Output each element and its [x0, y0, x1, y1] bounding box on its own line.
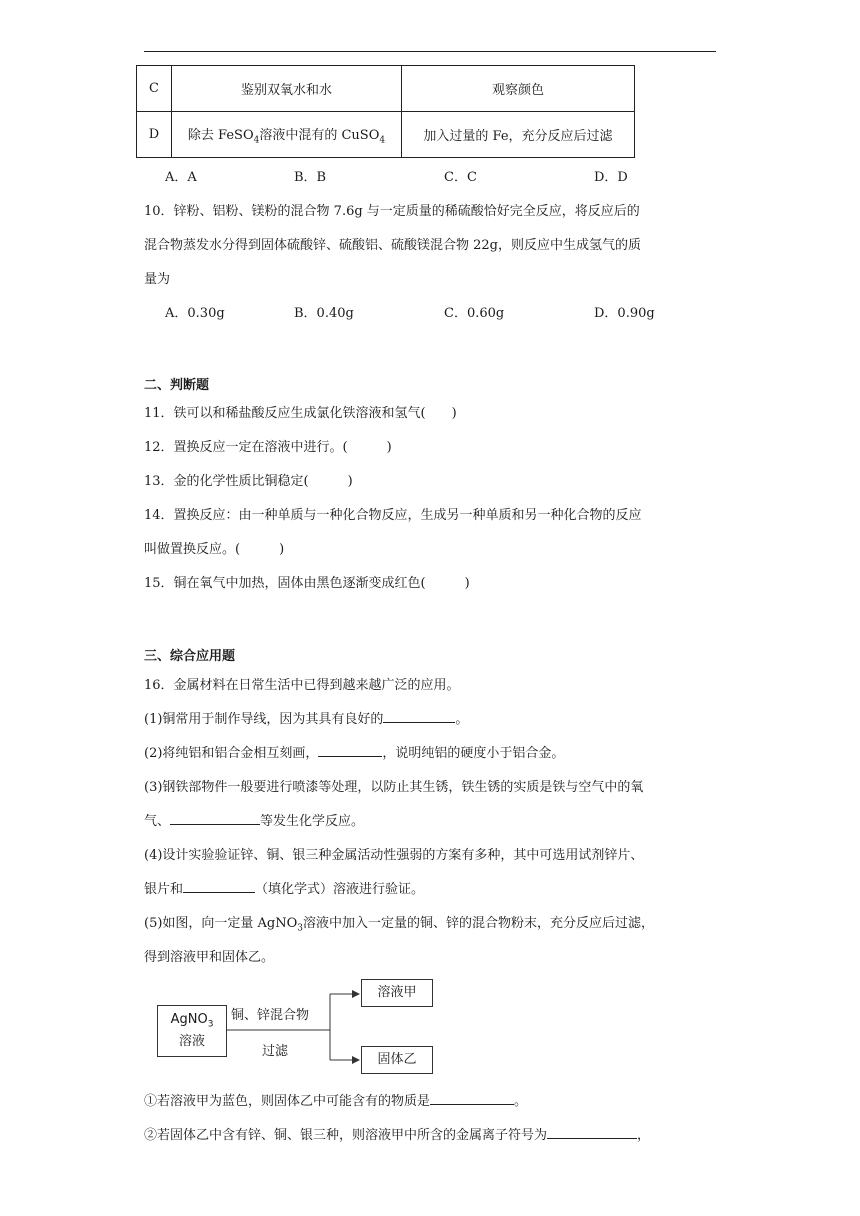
- table-row: [137, 66, 635, 112]
- q16-part-3-line-1: (3)钢铁部物件一般要进行喷漆等处理，以防止其生锈，铁生锈的实质是铁与空气中的氧: [144, 780, 644, 795]
- q16-part-3-line-2: 气、 等发生化学反应。: [144, 814, 365, 829]
- agno3-solution-box: AgNO$_3$ 溶液: [157, 1005, 227, 1057]
- section-3-title: 三、综合应用题: [144, 649, 236, 664]
- q16-stem: 16．金属材料在日常生活中已得到越来越广泛的应用。: [144, 678, 460, 693]
- q16-part-2: (2)将纯铝和铝合金相互刻画， ，说明纯铝的硬度小于铝合金。: [144, 746, 565, 761]
- q10-line-2: 混合物蒸发水分得到固体硫酸锌、硫酸铝、硫酸镁混合物 22g，则反应中生成氢气的质: [144, 238, 641, 253]
- q14-line-2: 叫做置换反应。( ): [144, 542, 285, 557]
- q9-choice-d: D．D: [594, 170, 628, 185]
- answer-blank[interactable]: [318, 744, 382, 757]
- answer-blank[interactable]: [430, 1092, 514, 1105]
- q14-line-1: 14．置换反应：由一种单质与一种化合物反应，生成另一种单质和另一种化合物的反应: [144, 508, 642, 523]
- solid-b-box: 固体乙: [361, 1046, 433, 1074]
- q10-line-3: 量为: [144, 272, 171, 287]
- q10-choice-c: C．0.60g: [444, 306, 505, 321]
- header-rule: [144, 51, 716, 52]
- q10-choice-b: B．0.40g: [294, 306, 354, 321]
- row-method: 加入过量的 Fe，充分反应后过滤: [402, 112, 635, 158]
- q16-part-4-line-1: (4)设计实验验证锌、铜、银三种金属活动性强弱的方案有多种，其中可选用试剂锌片、: [144, 848, 644, 863]
- q9-choice-c: C．C: [444, 170, 477, 185]
- q16-part-5-line-1: (5)如图，向一定量 AgNO$_3$溶液中加入一定量的铜、锌的混合物粉末，充分反应后过滤，: [144, 916, 655, 934]
- answer-blank[interactable]: [170, 812, 260, 825]
- row-method: 观察颜色: [402, 66, 635, 112]
- q16-sub-2: ②若固体乙中含有锌、铜、银三种，则溶液甲中所含的金属离子符号为 ，: [144, 1128, 651, 1143]
- q13: 13．金的化学性质比铜稳定( ): [144, 474, 353, 489]
- q15: 15．铜在氧气中加热，固体由黑色逐渐变成红色( ): [144, 576, 470, 591]
- section-2-title: 二、判断题: [144, 378, 210, 393]
- q11: 11．铁可以和稀盐酸反应生成氯化铁溶液和氢气( ): [144, 406, 457, 421]
- q10-choice-d: D．0.90g: [594, 306, 655, 321]
- q16-part-4-line-2: 银片和 （填化学式）溶液进行验证。: [144, 882, 425, 897]
- row-purpose: 除去 FeSO$_4$溶液中混有的 CuSO$_4$: [172, 112, 402, 158]
- q16-part-1: (1)铜常用于制作导线，因为其具有良好的 。: [144, 712, 469, 727]
- options-table: [136, 65, 635, 158]
- reagent-label: 铜、锌混合物: [231, 1008, 310, 1023]
- q9-choice-b: B．B: [294, 170, 327, 185]
- answer-blank[interactable]: [547, 1126, 637, 1139]
- row-letter: C: [137, 66, 172, 112]
- q10-choice-a: A．0.30g: [165, 306, 225, 321]
- q16-part-5-line-2: 得到溶液甲和固体乙。: [144, 950, 275, 965]
- q9-choice-a: A．A: [165, 170, 197, 185]
- table-row: [137, 112, 635, 158]
- flow-arrows: [226, 990, 366, 1070]
- operation-label: 过滤: [262, 1044, 289, 1059]
- row-purpose: 鉴别双氧水和水: [172, 66, 402, 112]
- solution-a-box: 溶液甲: [361, 979, 433, 1007]
- q12: 12．置换反应一定在溶液中进行。( ): [144, 440, 392, 455]
- answer-blank[interactable]: [183, 880, 255, 893]
- answer-blank[interactable]: [383, 710, 455, 723]
- q16-sub-1: ①若溶液甲为蓝色，则固体乙中可能含有的物质是 。: [144, 1094, 528, 1109]
- row-letter: D: [137, 112, 172, 158]
- q10-line-1: 10．锌粉、铝粉、镁粉的混合物 7.6g 与一定质量的稀硫酸恰好完全反应，将反应后的: [144, 204, 640, 219]
